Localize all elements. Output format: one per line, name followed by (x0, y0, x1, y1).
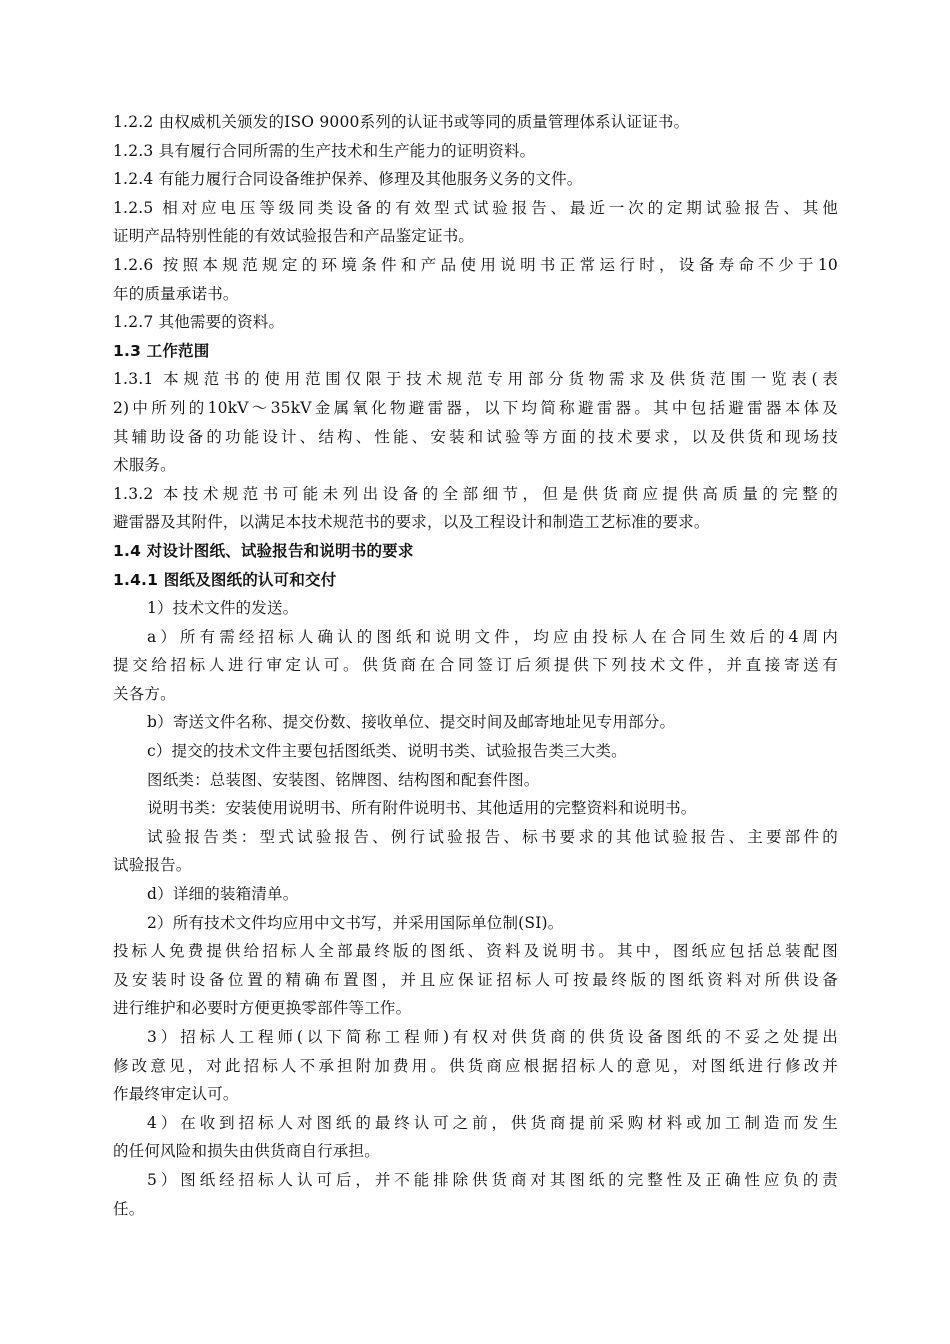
section-heading: 1.4.1 图纸及图纸的认可和交付 (113, 570, 337, 589)
text-line: 试验报告。 (113, 856, 192, 875)
text-line: 投标人免费提供给招标人全部最终版的图纸、资料及说明书。其中，图纸应包括总装配图 (113, 942, 838, 961)
section-heading: 1.3 工作范围 (113, 341, 210, 360)
text-line: 5）图纸经招标人认可后，并不能排除供货商对其图纸的完整性及正确性应负的责 (147, 1170, 838, 1189)
text-line: 及安装时设备位置的精确布置图，并且应保证招标人可按最终版的图纸资料对所供设备 (113, 970, 838, 989)
text-line: 1.3.1 本规范书的使用范围仅限于技术规范专用部分货物需求及供货范围一览表(表 (113, 370, 838, 389)
text-line: 提交给招标人进行审定认可。供货商在合同签订后须提供下列技术文件，并直接寄送有 (113, 656, 838, 675)
text-line: 1.2.2 由权威机关颁发的ISO 9000系列的认证书或等同的质量管理体系认证证书。 (113, 113, 690, 131)
text-line: 进行维护和必要时方便更换零部件等工作。 (113, 999, 412, 1018)
text-line: 任。 (113, 1199, 145, 1218)
text-line: 避雷器及其附件，以满足本技术规范书的要求，以及工程设计和制造工艺标准的要求。 (113, 513, 710, 532)
text-line: b）寄送文件名称、提交份数、接收单位、提交时间及邮寄地址见专用部分。 (147, 713, 676, 732)
text-line: 年的质量承诺书。 (113, 284, 239, 303)
section-heading: 1.4 对设计图纸、试验报告和说明书的要求 (113, 541, 414, 560)
text-line: 2)中所列的10kV～35kV金属氧化物避雷器，以下均简称避雷器。其中包括避雷器本体及 (113, 398, 838, 417)
text-line: 1.2.3 具有履行合同所需的生产技术和生产能力的证明资料。 (113, 141, 536, 160)
text-line: 1）技术文件的发送。 (147, 599, 299, 618)
text-line: 关各方。 (113, 684, 176, 703)
text-line: 其辅助设备的功能设计、结构、性能、安装和试验等方面的技术要求，以及供货和现场技 (113, 427, 838, 446)
text-line: 图纸类：总装图、安装图、铭牌图、结构图和配套件图。 (147, 770, 540, 789)
text-line: 作最终审定认可。 (113, 1085, 239, 1104)
document-body (113, 108, 838, 1223)
text-line: 术服务。 (113, 456, 176, 475)
text-line: 1.3.2 本技术规范书可能未列出设备的全部细节，但是供货商应提供高质量的完整的 (113, 484, 838, 503)
text-line: 证明产品特别性能的有效试验报告和产品鉴定证书。 (113, 227, 475, 246)
text-line: 3）招标人工程师(以下简称工程师)有权对供货商的供货设备图纸的不妥之处提出 (147, 1028, 838, 1046)
text-line: 4）在收到招标人对图纸的最终认可之前，供货商提前采购材料或加工制造而发生 (147, 1113, 838, 1132)
text-line: 的任何风险和损失由供货商自行承担。 (113, 1142, 380, 1161)
text-line: a）所有需经招标人确认的图纸和说明文件，均应由投标人在合同生效后的4周内 (147, 627, 838, 646)
text-line: 1.2.6 按照本规范规定的环境条件和产品使用说明书正常运行时，设备寿命不少于10 (113, 255, 838, 274)
text-line: 说明书类：安装使用说明书、所有附件说明书、其他适用的完整资料和说明书。 (147, 799, 697, 818)
text-line: d）详细的装箱清单。 (147, 885, 299, 904)
text-line: 试验报告类：型式试验报告、例行试验报告、标书要求的其他试验报告、主要部件的 (147, 827, 838, 846)
text-line: 1.2.7 其他需要的资料。 (113, 313, 285, 332)
text-line: 1.2.4 有能力履行合同设备维护保养、修理及其他服务义务的文件。 (113, 170, 583, 189)
text-line: 修改意见，对此招标人不承担附加费用。供货商应根据招标人的意见，对图纸进行修改并 (113, 1056, 838, 1075)
text-line: 1.2.5 相对应电压等级同类设备的有效型式试验报告、最近一次的定期试验报告、其他 (113, 198, 838, 217)
text-line: 2）所有技术文件均应用中文书写，并采用国际单位制(SI)。 (147, 913, 564, 932)
text-line: c）提交的技术文件主要包括图纸类、说明书类、试验报告类三大类。 (147, 742, 627, 761)
